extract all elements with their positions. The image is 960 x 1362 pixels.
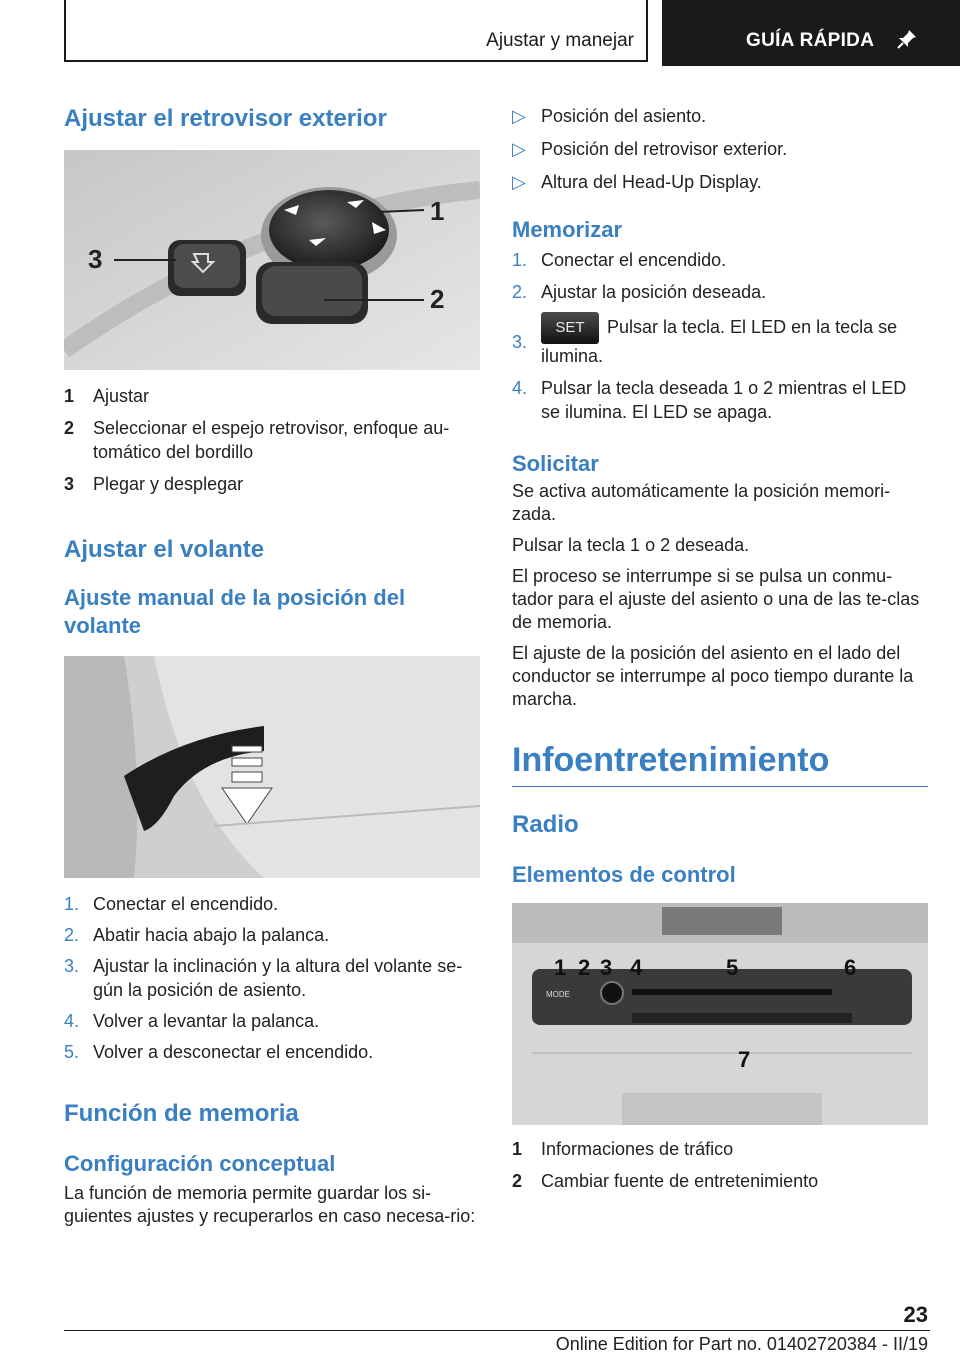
figure-label-6: 6 — [844, 955, 857, 980]
item-number: 1 — [64, 386, 75, 406]
item-text: Ajustar — [93, 386, 150, 406]
mirror-controls-drawing — [64, 150, 480, 370]
header-section-label: Ajustar y manejar — [486, 30, 634, 51]
step-text: Volver a levantar la palanca. — [93, 1011, 320, 1031]
radio-controls-figure — [512, 903, 928, 1125]
steering-lever-drawing — [64, 656, 480, 878]
bullet-text: Posición del asiento. — [541, 106, 707, 126]
list-item — [512, 104, 928, 128]
item-text: Informaciones de tráfico — [541, 1139, 734, 1159]
list-item — [512, 280, 928, 304]
store-heading: Memorizar — [512, 217, 623, 242]
memory-paragraph: La función de memoria permite guardar los si‐guientes ajustes y recuperarlos en caso necesa‐rio: — [64, 1183, 476, 1226]
figure-label-7: 7 — [738, 1047, 751, 1072]
recall-heading: Solicitar — [512, 451, 599, 476]
footer-divider — [64, 1330, 930, 1331]
item-number: 2 — [512, 1171, 523, 1191]
bullet-text: Altura del Head-Up Display. — [541, 172, 762, 192]
mode-button-label: MODE — [546, 990, 570, 999]
item-number: 2 — [64, 418, 75, 438]
list-item — [64, 954, 480, 1002]
edition-note: Online Edition for Part no. 01402720384 - II/19 — [555, 1334, 928, 1354]
item-text: Plegar y desplegar — [93, 474, 244, 494]
memory-bullets — [512, 104, 928, 194]
list-item — [512, 137, 928, 161]
step-number: 3. — [64, 956, 80, 976]
wheel-steps — [64, 892, 480, 1064]
step-text: Pulsar la tecla. El LED en la tecla se ilumina. — [541, 316, 898, 366]
step-text: Conectar el encendido. — [541, 250, 727, 270]
step-text: Abatir hacia abajo la palanca. — [93, 925, 330, 945]
list-item — [64, 923, 480, 947]
step-text: Ajustar la inclinación y la altura del volante se‐gún la posición de asiento. — [93, 956, 463, 1000]
step-number: 4. — [512, 378, 528, 398]
controls-subheading: Elementos de control — [512, 862, 736, 887]
triangle-bullet-icon: ▷ — [512, 139, 526, 159]
step-number: 3. — [512, 332, 528, 352]
step-number: 1. — [64, 894, 80, 914]
page-number: 23 — [903, 1302, 928, 1327]
list-item — [64, 1040, 480, 1064]
header-section-box — [64, 0, 648, 62]
triangle-bullet-icon: ▷ — [512, 106, 526, 126]
item-text: Seleccionar el espejo retrovisor, enfoque au‐tomático del bordillo — [93, 418, 450, 462]
list-item — [512, 312, 928, 368]
step-text: Ajustar la posición deseada. — [541, 282, 767, 302]
item-number: 3 — [64, 474, 75, 494]
figure-label-2: 2 — [430, 284, 445, 314]
right-column — [512, 100, 928, 1193]
list-item — [64, 416, 480, 464]
set-key-icon: SET — [541, 312, 599, 344]
memory-heading: Función de memoria — [64, 1100, 299, 1127]
step-number: 4. — [64, 1011, 80, 1031]
header-guide-label: GUÍA RÁPIDA — [746, 30, 875, 51]
step-number: 1. — [512, 250, 528, 270]
figure-label-4: 4 — [630, 955, 643, 980]
radio-legend — [512, 1137, 928, 1193]
steering-lever-figure — [64, 656, 480, 878]
mirror-heading: Ajustar el retrovisor exterior — [64, 105, 387, 132]
item-text: Cambiar fuente de entretenimiento — [541, 1171, 819, 1191]
mirror-legend — [64, 384, 480, 496]
step-number: 5. — [64, 1042, 80, 1062]
left-column — [64, 100, 480, 1228]
item-number: 1 — [512, 1139, 523, 1159]
figure-label-1: 1 — [554, 955, 567, 980]
recall-paragraph: Pulsar la tecla 1 o 2 deseada. — [512, 535, 750, 555]
mirror-controls-figure — [64, 150, 480, 370]
list-item — [64, 472, 480, 496]
list-item — [512, 248, 928, 272]
store-steps — [512, 248, 928, 424]
recall-paragraph: El ajuste de la posición del asiento en el lado del conductor se interrumpe al poco tiempo durante la marcha. — [512, 643, 914, 709]
step-text: Volver a desconectar el encendido. — [93, 1042, 374, 1062]
wheel-subheading: Ajuste manual de la posición del volante — [64, 585, 406, 638]
list-item — [64, 384, 480, 408]
figure-label-3: 3 — [88, 244, 103, 274]
triangle-bullet-icon: ▷ — [512, 172, 526, 192]
bullet-text: Posición del retrovisor exterior. — [541, 139, 788, 159]
list-item — [512, 1137, 928, 1161]
radio-controls-drawing — [512, 903, 928, 1125]
list-item — [512, 170, 928, 194]
step-number: 2. — [512, 282, 528, 302]
pushpin-icon — [896, 28, 918, 50]
figure-label-1: 1 — [430, 196, 445, 226]
header-guide-box — [662, 0, 960, 66]
list-item — [512, 1169, 928, 1193]
radio-heading: Radio — [512, 811, 579, 838]
memory-subheading: Configuración conceptual — [64, 1151, 336, 1176]
list-item — [64, 892, 480, 916]
figure-label-2: 2 — [578, 955, 591, 980]
infotainment-heading: Infoentretenimiento — [512, 741, 928, 787]
wheel-heading: Ajustar el volante — [64, 536, 265, 563]
step-number: 2. — [64, 925, 80, 945]
list-item — [64, 1009, 480, 1033]
figure-label-5: 5 — [726, 955, 739, 980]
step-text: Pulsar la tecla deseada 1 o 2 mientras el LED se ilumina. El LED se apaga. — [541, 378, 907, 422]
figure-label-3: 3 — [600, 955, 613, 980]
step-text: Conectar el encendido. — [93, 894, 279, 914]
list-item — [512, 376, 928, 424]
recall-paragraph: Se activa automáticamente la posición memori‐zada. — [512, 481, 891, 524]
recall-paragraph: El proceso se interrumpe si se pulsa un conmu‐tador para el ajuste del asiento o una de las te‐clas de memoria. — [512, 566, 920, 632]
